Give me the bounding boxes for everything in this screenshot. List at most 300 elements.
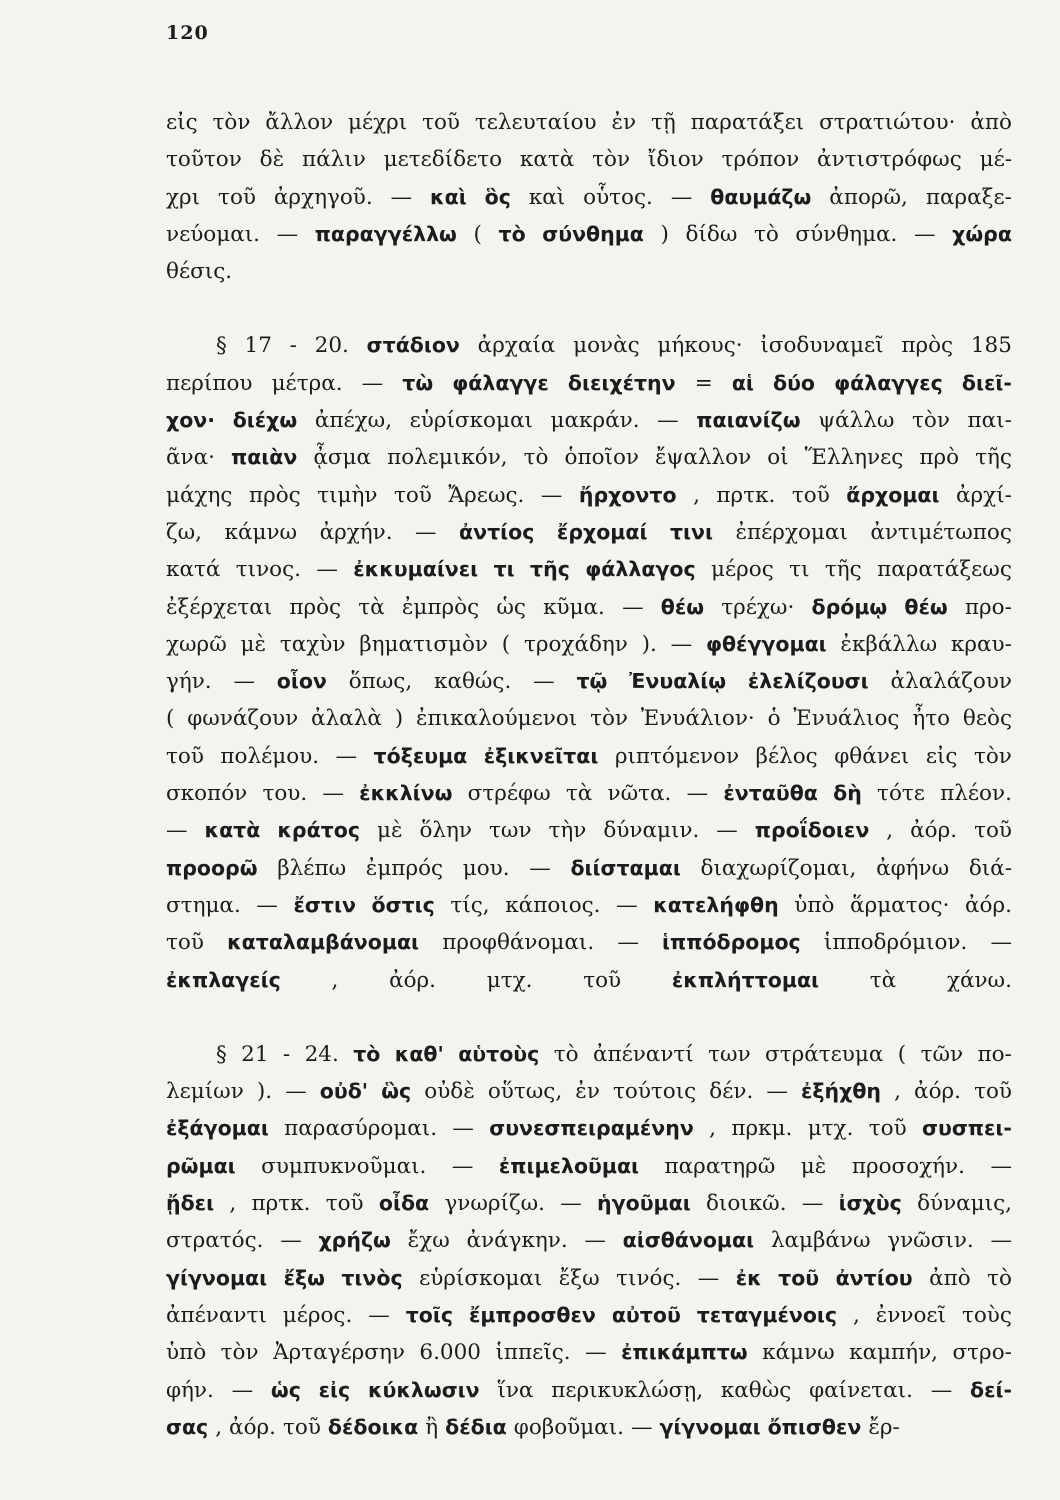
- term: Ἐνυαλίῳ: [629, 669, 727, 694]
- gloss-word: συμπυκνοῦμαι.: [261, 1153, 427, 1179]
- gloss-word: διά-: [968, 855, 1012, 881]
- term: ἄρχομαι: [846, 482, 940, 507]
- term: τὼ: [402, 370, 434, 395]
- gloss-word: ἐμπρὸς: [401, 594, 480, 620]
- gloss-word: ἵνα: [497, 1377, 534, 1403]
- term: ἐκ: [735, 1265, 762, 1290]
- term: τεταγμένοις: [696, 1302, 838, 1327]
- term: καθ': [394, 1041, 444, 1066]
- gloss-word: Ἕλληνες: [804, 445, 904, 471]
- gloss-word: παι-: [967, 408, 1012, 434]
- text-line: [166, 887, 1012, 924]
- term: συσπει-: [922, 1116, 1012, 1141]
- term: κατὰ: [204, 818, 261, 843]
- gloss-word: μέχρι: [347, 110, 408, 135]
- term: ἰσχὺς: [838, 1191, 902, 1216]
- gloss-word: Ἐνυάλιον·: [640, 706, 755, 732]
- gloss-word: παρατάξει: [690, 110, 805, 135]
- gloss-word: ἀπέναντι: [166, 1302, 267, 1328]
- gloss-word: χρι: [166, 184, 201, 210]
- gloss-word: (: [501, 631, 511, 657]
- gloss-word: τοῦτον: [166, 147, 242, 173]
- gloss-word: μτχ.: [486, 967, 533, 993]
- gloss-word: ἱπποδρόμιον.: [823, 930, 968, 956]
- term: αἱ: [731, 370, 754, 395]
- term: διίσταμαι: [570, 855, 681, 880]
- gloss-word: στρατιώτου·: [819, 110, 956, 135]
- term: ἐλελίζουσι: [747, 669, 869, 694]
- term: συνεσπειραμένην: [489, 1116, 694, 1141]
- term: θαυμάζω: [710, 184, 812, 209]
- gloss-word: ἀπέναντί: [592, 1041, 694, 1067]
- gloss-word: ἦτο: [912, 706, 951, 732]
- gloss-word: —: [622, 594, 644, 620]
- text-line: [166, 1372, 1012, 1409]
- term: κράτος: [277, 818, 360, 843]
- gloss-word: —: [322, 781, 344, 807]
- gloss-word: στρο-: [952, 1340, 1012, 1366]
- gloss-word: —: [670, 631, 693, 657]
- gloss-word: (: [473, 221, 482, 247]
- gloss-word: εὑρίσκομαι: [419, 1265, 543, 1291]
- gloss-word: ἐννοεῖ: [875, 1302, 946, 1328]
- gloss-word: ταχὺν: [279, 631, 346, 657]
- gloss-word: τοῦ: [166, 743, 204, 769]
- term: αὑτοὺς: [458, 1041, 540, 1066]
- gloss-word: ἔχω: [407, 1228, 450, 1254]
- gloss-word: 185: [970, 333, 1012, 359]
- gloss-word: τροχάδην: [523, 631, 628, 657]
- gloss-word: τοὺς: [961, 1302, 1012, 1328]
- gloss-word: μτχ.: [807, 1116, 854, 1142]
- gloss-word: κραυ-: [950, 631, 1012, 657]
- gloss-word: λαμβάνω: [770, 1228, 871, 1254]
- term: γίγνομαι: [166, 1265, 268, 1290]
- gloss-word: -: [289, 333, 297, 359]
- gloss-word: ἀρχί-: [956, 482, 1012, 508]
- term: δύο: [773, 370, 816, 395]
- gloss-word: ζω,: [166, 519, 203, 545]
- gloss-word: παραξε-: [925, 184, 1012, 210]
- gloss-word: —: [766, 1079, 788, 1105]
- gloss-word: γήν.: [166, 669, 212, 695]
- term: ἔρχομαί: [556, 519, 648, 544]
- paragraph-gap: [166, 290, 1012, 327]
- term: φθέγγομαι: [705, 631, 827, 656]
- term: προορῶ: [166, 855, 258, 880]
- gloss-word: μὲ: [240, 631, 267, 657]
- gloss-word: εὑρίσκομαι: [409, 408, 533, 434]
- gloss-word: προσοχήν.: [851, 1153, 965, 1179]
- text-line: [166, 1222, 1012, 1259]
- gloss-word: τίς,: [450, 892, 490, 918]
- gloss-word: —: [166, 818, 188, 844]
- gloss-word: οὕτως,: [487, 1079, 563, 1105]
- gloss-word: τὸ: [523, 445, 549, 471]
- gloss-word: μὲ: [376, 818, 403, 844]
- text-line: [166, 1073, 1012, 1110]
- term: στάδιον: [366, 333, 460, 358]
- gloss-word: —: [280, 1228, 302, 1254]
- text-line: [166, 365, 1012, 402]
- gloss-word: 6.000: [419, 1340, 481, 1366]
- gloss-word: ἐπέρχομαι: [735, 519, 848, 545]
- gloss-word: —: [990, 1228, 1012, 1254]
- gloss-word: μάχης: [166, 482, 233, 508]
- gloss-word: —: [670, 184, 693, 210]
- gloss-word: —: [930, 1377, 953, 1403]
- paragraph: [166, 1036, 1012, 1446]
- gloss-word: διαχωρίζομαι,: [700, 855, 857, 881]
- term: διειχέτην: [567, 370, 676, 395]
- gloss-word: Ἄρεως.: [448, 482, 525, 508]
- gloss-word: §: [216, 1041, 227, 1067]
- gloss-word: τὰ: [565, 781, 593, 807]
- gloss-word: μετεδίδετο: [383, 147, 503, 173]
- term: φάλαγγες: [834, 370, 943, 395]
- gloss-word: Ἐνυάλιος: [793, 706, 900, 732]
- term: εἰς: [318, 1377, 351, 1402]
- term: ἡγοῦμαι: [597, 1191, 691, 1216]
- term: τι: [493, 557, 515, 582]
- gloss-word: περικυκλώσῃ,: [551, 1377, 704, 1403]
- term: αἰσθάνομαι: [622, 1228, 755, 1253]
- gloss-word: ριπτόμενον: [614, 743, 740, 769]
- gloss-word: τὸ: [987, 1265, 1012, 1291]
- gloss-word: —: [616, 892, 638, 918]
- gloss-word: τῶν: [920, 1041, 964, 1067]
- gloss-word: γνωρίζω.: [444, 1191, 545, 1217]
- gloss-word: ): [660, 221, 669, 247]
- text-line: [166, 1185, 1012, 1222]
- gloss-word: πρτκ.: [716, 482, 776, 508]
- term: ἐκπλήττομαι: [671, 967, 820, 992]
- gloss-word: τι: [789, 557, 810, 583]
- term: φάλαγγε: [452, 370, 549, 395]
- term: παιὰν: [230, 445, 298, 470]
- gloss-word: 20.: [314, 333, 349, 359]
- term: ἐκπλαγείς: [166, 967, 281, 992]
- gloss-word: παρασύρομαι.: [284, 1116, 438, 1142]
- text-line: [166, 738, 1012, 775]
- gloss-word: μήκους·: [657, 333, 743, 359]
- text-line: [166, 216, 1012, 253]
- term: ᾔδει: [166, 1191, 215, 1216]
- gloss-word: στρέφω: [467, 781, 551, 807]
- gloss-word: κῦμα.: [543, 594, 605, 620]
- term: τινι: [669, 519, 713, 544]
- gloss-word: φωνάζουν: [187, 706, 299, 732]
- gloss-word: —: [560, 1191, 582, 1217]
- gloss-word: πρὸς: [901, 333, 954, 359]
- term: κατελήφθη: [653, 892, 779, 917]
- text-line: [166, 589, 1012, 626]
- gloss-word: —: [630, 1414, 653, 1440]
- term: παραγγέλλω: [314, 221, 457, 246]
- gloss-word: μονὰς: [573, 333, 640, 359]
- gloss-word: ): [394, 706, 404, 732]
- gloss-word: προ-: [964, 594, 1012, 620]
- term: τοῦ: [778, 1265, 820, 1290]
- gloss-word: πρκμ.: [731, 1116, 793, 1142]
- term: παιανίζω: [696, 408, 801, 433]
- gloss-word: ἀφήνω: [876, 855, 950, 881]
- term: ἀντίου: [835, 1265, 913, 1290]
- gloss-word: ,: [215, 1414, 223, 1440]
- body-text: [166, 104, 1012, 1446]
- term: ἤρχοντο: [578, 482, 677, 507]
- gloss-word: —: [990, 1153, 1012, 1179]
- gloss-word: μου.: [462, 855, 510, 881]
- gloss-word: περίπου: [166, 370, 253, 396]
- term: τῷ: [576, 669, 608, 694]
- text-line: [166, 1036, 1012, 1073]
- gloss-word: μὲ: [800, 1153, 827, 1179]
- gloss-word: τὰ: [358, 594, 385, 620]
- gloss-word: ὁ: [767, 706, 781, 732]
- gloss-word: —: [584, 1228, 606, 1254]
- text-line: [166, 1409, 1012, 1446]
- gloss-word: ἔψαλλον: [655, 445, 752, 471]
- gloss-word: ὅπως,: [348, 669, 413, 695]
- gloss-word: ψάλλω: [818, 408, 895, 434]
- gloss-word: δίδω: [685, 221, 738, 247]
- gloss-word: —: [914, 221, 936, 247]
- term: γίγνομαι: [659, 1414, 761, 1439]
- term: δεί-: [969, 1377, 1012, 1402]
- term: τῆς: [530, 557, 570, 582]
- gloss-word: —: [415, 519, 437, 545]
- gloss-word: ,: [886, 818, 894, 844]
- gloss-word: —: [585, 1340, 607, 1366]
- term: ὃς: [484, 184, 511, 209]
- term: κύκλωσιν: [367, 1377, 480, 1402]
- term: καὶ: [430, 184, 467, 209]
- term: δρόμῳ: [811, 594, 888, 619]
- gloss-word: τὸν: [973, 743, 1012, 769]
- gloss-word: διοικῶ.: [705, 1191, 787, 1217]
- text-line: [166, 514, 1012, 551]
- term: ἀντίος: [459, 519, 535, 544]
- gloss-word: τοῦ: [868, 1116, 907, 1142]
- gloss-word: σύνθημα.: [795, 221, 898, 247]
- gloss-word: πάλιν: [302, 147, 366, 173]
- gloss-word: πρὸ: [919, 445, 960, 471]
- gloss-word: ἔρ-: [868, 1414, 900, 1440]
- gloss-word: —: [233, 669, 255, 695]
- gloss-word: ἐν: [575, 1079, 600, 1105]
- gloss-word: ἀλαλάζουν: [890, 669, 1012, 695]
- gloss-word: —: [231, 1377, 254, 1403]
- gloss-word: τοῦ: [974, 818, 1012, 844]
- gloss-word: πολέμου.: [220, 743, 320, 769]
- term: προΐδοιεν: [754, 818, 870, 843]
- term: χρήζω: [318, 1228, 391, 1253]
- term: ὣς: [381, 1079, 412, 1104]
- term: ἐκκλίνω: [359, 781, 453, 806]
- text-line: [166, 327, 1012, 364]
- gloss-word: τὸν: [212, 110, 251, 135]
- gloss-word: —: [452, 1116, 474, 1142]
- gloss-word: δύναμιν.: [603, 818, 700, 844]
- gloss-word: —: [801, 1191, 824, 1217]
- gloss-word: ἐξέρχεται: [166, 594, 273, 620]
- gloss-word: τῇ: [650, 110, 676, 135]
- gloss-word: πρὸς: [248, 482, 301, 508]
- gloss-word: φαίνεται.: [809, 1377, 913, 1403]
- gloss-word: Ἀρταγέρσην: [273, 1340, 405, 1366]
- term: σας: [166, 1414, 209, 1439]
- gloss-word: πρὸς: [289, 594, 342, 620]
- gloss-word: εἰς: [166, 110, 198, 135]
- gloss-word: 21: [241, 1041, 269, 1067]
- gloss-word: §: [216, 333, 227, 359]
- gloss-word: ἴδιον: [647, 147, 704, 173]
- gloss-word: ἅρματος·: [850, 892, 950, 918]
- term: χον·: [166, 408, 216, 433]
- gloss-word: ,: [853, 1302, 860, 1328]
- term: σύνθημα: [542, 221, 644, 246]
- gloss-word: φοβοῦμαι.: [513, 1414, 624, 1440]
- term: ἐπιμελοῦμαι: [498, 1153, 640, 1178]
- term: ἔστιν: [293, 892, 356, 917]
- gloss-word: ἐπικαλούμενοι: [415, 706, 578, 732]
- term: οἶδα: [378, 1191, 430, 1216]
- gloss-word: —: [316, 557, 338, 583]
- term: ἐξάγομαι: [166, 1116, 269, 1141]
- gloss-word: πλέον.: [940, 781, 1012, 807]
- gloss-word: στράτευμα: [765, 1041, 884, 1067]
- text-line: [166, 551, 1012, 588]
- gloss-word: καμπήν,: [849, 1340, 938, 1366]
- gloss-word: ἀρχήν.: [319, 519, 393, 545]
- term: ἱππόδρομος: [662, 930, 801, 955]
- gloss-word: τρέχω·: [721, 594, 795, 620]
- gloss-word: ὑπὸ: [794, 892, 835, 918]
- text-line: [166, 179, 1012, 216]
- gloss-word: —: [276, 221, 299, 247]
- gloss-word: τινος.: [235, 557, 301, 583]
- gloss-word: =: [694, 370, 713, 396]
- gloss-word: ἐκβάλλω: [840, 631, 938, 657]
- gloss-word: τότε: [877, 781, 925, 807]
- gloss-word: κατά: [166, 557, 221, 583]
- gloss-word: στημα.: [166, 892, 241, 918]
- page-number: 120: [166, 22, 209, 44]
- term: ἐνταῦθα: [723, 781, 818, 806]
- gloss-word: μέρος.: [282, 1302, 353, 1328]
- term: καταλαμβάνομαι: [227, 930, 420, 955]
- gloss-word: χωρῶ: [166, 631, 227, 657]
- text-line: [166, 477, 1012, 514]
- gloss-word: μακράν.: [550, 408, 640, 434]
- gloss-word: ᾆσμα: [313, 445, 372, 471]
- gloss-word: —: [617, 930, 639, 956]
- gloss-word: παρατηρῶ: [664, 1153, 776, 1179]
- gloss-word: οἱ: [767, 445, 789, 471]
- gloss-word: θέσις.: [166, 259, 233, 285]
- text-line: [166, 253, 1012, 290]
- gloss-word: τιμὴν: [317, 482, 378, 508]
- term: οὐδ': [319, 1079, 369, 1104]
- text-line: [166, 812, 1012, 849]
- gloss-word: παρατάξεως: [877, 557, 1012, 583]
- gloss-word: ἢ: [425, 1414, 439, 1440]
- gloss-word: μέτρα.: [271, 370, 343, 396]
- text-line: [166, 775, 1012, 812]
- gloss-word: πρτκ.: [251, 1191, 311, 1217]
- term: τοῖς: [405, 1302, 454, 1327]
- gloss-word: θεὸς: [962, 706, 1012, 732]
- gloss-word: —: [697, 1265, 720, 1291]
- text-line: [166, 104, 1012, 141]
- gloss-word: ἀπέχω,: [314, 408, 393, 434]
- gloss-word: μέρος: [711, 557, 774, 583]
- gloss-word: —: [990, 930, 1012, 956]
- gloss-word: ἰσοδυναμεῖ: [760, 333, 884, 359]
- gloss-word: ,: [331, 967, 339, 993]
- gloss-word: οὐδὲ: [424, 1079, 475, 1105]
- gloss-word: ἱππεῖς.: [495, 1340, 571, 1366]
- gloss-word: λεμίων: [166, 1079, 244, 1105]
- gloss-word: —: [390, 184, 413, 210]
- gloss-word: ἀντιστρόφως: [817, 147, 962, 173]
- term: ἔξω: [283, 1265, 325, 1290]
- gloss-word: ἔξω: [558, 1265, 600, 1291]
- gloss-word: κάποιος.: [505, 892, 601, 918]
- text-line: [166, 1260, 1012, 1297]
- gloss-word: ἀρχηγοῦ.: [273, 184, 373, 210]
- gloss-word: προφθάνομαι.: [442, 930, 595, 956]
- gloss-word: πο-: [977, 1041, 1012, 1067]
- gloss-word: ἀόρ.: [965, 892, 1012, 918]
- gloss-word: τρόπον: [721, 147, 800, 173]
- gloss-word: πολεμικόν,: [387, 445, 508, 471]
- term: φάλλαγος: [585, 557, 696, 582]
- term: ὄπισθεν: [767, 1414, 862, 1439]
- gloss-word: βηματισμὸν: [359, 631, 488, 657]
- gloss-word: (: [897, 1041, 907, 1067]
- gloss-word: ,: [709, 1116, 716, 1142]
- gloss-word: ).: [641, 631, 657, 657]
- gloss-word: τοῦ: [393, 482, 432, 508]
- gloss-word: τῆς: [824, 557, 862, 583]
- gloss-word: ,: [693, 482, 700, 508]
- text-line: [166, 1297, 1012, 1334]
- gloss-word: ἀόρ.: [914, 1079, 961, 1105]
- gloss-word: τοῦ: [583, 967, 622, 993]
- gloss-word: στρατός.: [166, 1228, 264, 1254]
- gloss-word: 24.: [304, 1041, 339, 1067]
- gloss-word: τοῦ: [282, 1414, 321, 1440]
- gloss-word: τινός.: [616, 1265, 682, 1291]
- text-line: [166, 402, 1012, 439]
- gloss-word: τοῦ: [218, 184, 256, 210]
- gloss-word: ,: [229, 1191, 237, 1217]
- term: αὐτοῦ: [611, 1302, 681, 1327]
- term: ἔμπροσθεν: [468, 1302, 596, 1327]
- term: τόξευμα: [373, 743, 468, 768]
- gloss-word: τὸ: [753, 221, 779, 247]
- text-line: [166, 1148, 1012, 1185]
- gloss-word: κατὰ: [519, 147, 575, 173]
- gloss-word: κάμνω: [762, 1340, 835, 1366]
- text-line: [166, 1334, 1012, 1371]
- gloss-word: ᾶνα·: [166, 445, 215, 471]
- gloss-word: τοῦ: [791, 482, 830, 508]
- gloss-word: ἀόρ.: [910, 818, 958, 844]
- gloss-word: τὰ: [869, 967, 897, 993]
